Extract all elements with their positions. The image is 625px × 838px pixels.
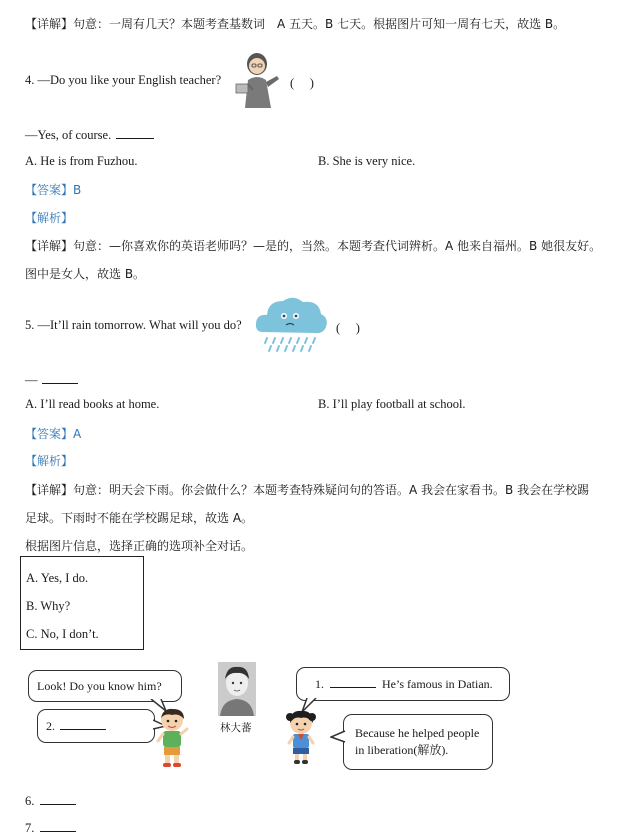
bubble-1-text: He’s famous in Datian. bbox=[382, 677, 493, 691]
section-instruction: 根据图片信息，选择正确的选项补全对话。 bbox=[25, 539, 254, 553]
bubble-2 bbox=[37, 709, 155, 743]
q4-reply: —Yes, of course. bbox=[25, 128, 112, 142]
q4-answer: 【答案】B bbox=[25, 183, 82, 197]
q4-paren: ( ) bbox=[290, 76, 314, 90]
q3-detail: 【详解】句意：一周有几天？本题考查基数词 A 五天。B 七天。根据图片可知一周有七天，故选 B。 bbox=[25, 17, 566, 31]
q5-reply: — bbox=[25, 373, 38, 387]
q4-option-a: A. He is from Fuzhou. bbox=[25, 154, 138, 168]
bubble-because-line2: in liberation(解放). bbox=[355, 743, 449, 757]
q6-label: 6. bbox=[25, 794, 35, 808]
q4-option-b: B. She is very nice. bbox=[318, 154, 416, 168]
q4-answer-blank[interactable] bbox=[116, 126, 154, 139]
bubble-1 bbox=[296, 667, 510, 701]
q4-reply-line bbox=[25, 126, 154, 143]
q5-detail-line1: 【详解】句意：明天会下雨。你会做什么？本题考查特殊疑问句的答语。A 我会在家看书。B 我会在学校踢 bbox=[25, 483, 590, 497]
girl-cartoon bbox=[286, 709, 316, 765]
q4-detail-line2: 图中是女人，故选 B。 bbox=[25, 267, 146, 281]
q5-reply-line bbox=[25, 371, 78, 388]
bubble-because-tail bbox=[330, 730, 346, 744]
q5-option-b: B. I’ll play football at school. bbox=[318, 397, 466, 411]
teacher-illustration bbox=[233, 50, 283, 110]
q5-paren: ( ) bbox=[336, 321, 360, 335]
options-box bbox=[20, 556, 144, 650]
option-a: A. Yes, I do. bbox=[26, 571, 89, 585]
q5-answer: 【答案】A bbox=[25, 427, 82, 441]
q5-analysis: 【解析】 bbox=[25, 454, 74, 468]
q7-line bbox=[25, 819, 76, 836]
bubble-because-line1: Because he helped people bbox=[355, 726, 480, 740]
bubble-2-blank[interactable] bbox=[60, 717, 106, 730]
option-b: B. Why? bbox=[26, 599, 71, 613]
bubble-1-blank[interactable] bbox=[330, 675, 376, 688]
portrait-photo bbox=[218, 662, 256, 716]
q7-label: 7. bbox=[25, 821, 35, 835]
bubble-look bbox=[28, 670, 182, 702]
bubble-1-num: 1. bbox=[315, 677, 324, 691]
q5-option-a: A. I’ll read books at home. bbox=[25, 397, 160, 411]
q5-answer-blank[interactable] bbox=[42, 371, 78, 384]
q5-detail-line2: 足球。下雨时不能在学校踢足球，故选 A。 bbox=[25, 511, 254, 525]
bubble-look-text: Look! Do you know him? bbox=[37, 679, 162, 693]
bubble-because bbox=[343, 714, 493, 770]
q4-question: 4. —Do you like your English teacher? bbox=[25, 73, 222, 87]
q6-line bbox=[25, 792, 76, 809]
q5-question: 5. —It’ll rain tomorrow. What will you do? bbox=[25, 318, 242, 332]
boy-cartoon bbox=[155, 707, 189, 769]
q7-answer-blank[interactable] bbox=[40, 819, 76, 832]
rain-cloud-illustration bbox=[253, 292, 329, 354]
option-c: C. No, I don’t. bbox=[26, 627, 99, 641]
q6-answer-blank[interactable] bbox=[40, 792, 76, 805]
portrait-name: 林大蕃 bbox=[220, 722, 252, 734]
q4-detail-line1: 【详解】句意：—你喜欢你的英语老师吗？—是的，当然。本题考查代词辨析。A 他来自福州。B 她很友好。 bbox=[25, 239, 602, 253]
q4-analysis: 【解析】 bbox=[25, 211, 74, 225]
bubble-2-num: 2. bbox=[46, 719, 55, 733]
